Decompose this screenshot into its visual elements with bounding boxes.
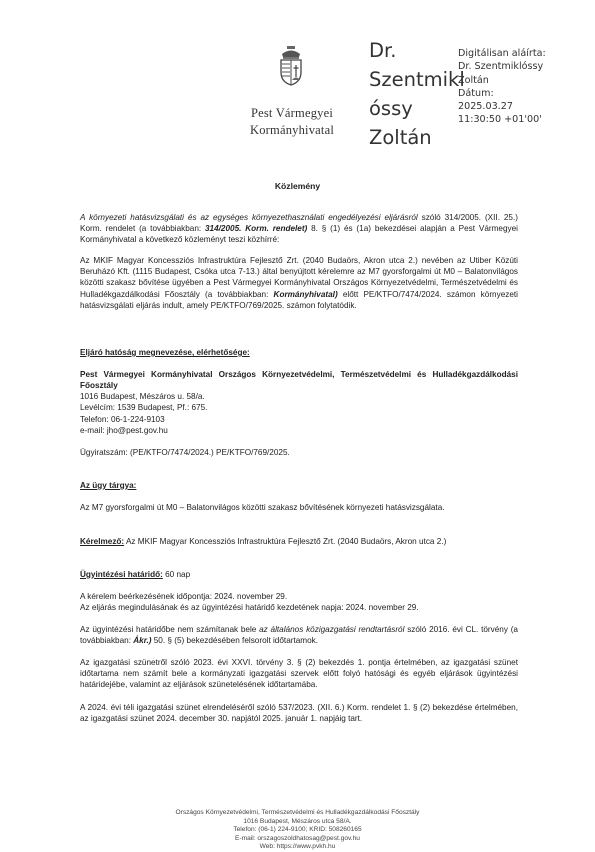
footer-line: Web: https://www.pvkh.hu	[259, 843, 336, 851]
excluded-text: 50. § (5) bekezdésében felsorolt időtartamok.	[151, 636, 319, 646]
signature-name-line: Dr.	[369, 39, 397, 62]
signature-name-line: Szentmikl	[369, 68, 465, 91]
applicant-line	[80, 536, 446, 547]
procedure-paragraph	[80, 255, 518, 311]
winter-break-paragraph: A 2024. évi téli igazgatási szünet elrendeléséről szóló 537/2023. (XII. 6.) Korm. rendelet 1. § (2) bekezdése értelmében, az igazgatási szünet 2024. december 30. napjától 2025. január 1. napjáig tart.	[80, 703, 518, 724]
intro-paragraph	[80, 212, 518, 246]
excluded-law-title: az általános közigazgatási rendtartásról	[259, 625, 405, 634]
excluded-text: Az ügyintézési határidőbe nem számítanak bele	[80, 625, 260, 634]
signature-name	[369, 36, 465, 152]
admin-break-paragraph: Az igazgatási szünetről szóló 2023. évi XXVI. törvény 3. § (2) bekezdés 1. pontja értelmében, az igazgatási szünet időtartama nem számít bele a kormányzati igazgatási szervek előtt folyó hatósági és egyéb eljárások ügyintézési határidejébe, valamint az eljárások szünetelésének időtartamába.	[80, 658, 518, 690]
deadline-line	[80, 569, 190, 580]
signature-meta-line: Dr. Szentmiklóssy	[458, 61, 544, 73]
procedure-text: előtt PE/KTFO/7474/2024. számon környezeti hatásvizsgálati eljárás indult, amely PE/KTFO/769/2025. számon folytatódik.	[80, 289, 518, 310]
procedure-abbrev: Kormányhivatal)	[273, 289, 338, 299]
footer-line: E-mail: orszagoszoldhatosag@pest.gov.hu	[235, 834, 360, 842]
case-number: Ügyiratszám: (PE/KTFO/7474/2024.) PE/KTFO/769/2025.	[80, 448, 290, 457]
authority-heading: Eljáró hatóság megnevezése, elérhetősége:	[80, 348, 250, 357]
document-title: Közlemény	[274, 181, 321, 191]
excluded-text: szóló 2016. évi CL. törvény (a továbbiakban:	[80, 625, 518, 646]
footer-line: 1016 Budapest, Mészáros utca 58/A.	[243, 817, 352, 825]
signature-meta-line: Dátum:	[458, 87, 494, 99]
deadline-value: 60 nap	[162, 570, 191, 579]
excluded-periods	[80, 624, 518, 646]
organization-name	[232, 105, 352, 139]
signature-name-line: óssy	[369, 97, 413, 120]
subject-text: Az M7 gyorsforgalmi út M0 – Balatonvilágos közötti szakasz bővítésének környezeti hatásvizsgálata.	[80, 503, 445, 512]
footer-line: Telefon: (06-1) 224-9100; KRID: 508260165	[233, 826, 362, 834]
signature-meta-line: Digitálisan aláírta:	[458, 48, 546, 59]
signature-name-line: Zoltán	[369, 126, 432, 149]
footer-line: Országos Környezetvédelmi, Természetvédelmi és Hulladékgazdálkodási Főosztály	[175, 809, 420, 816]
signature-metadata	[458, 47, 588, 127]
intro-abbrev: 314/2005. Korm. rendelet)	[204, 224, 308, 234]
intro-law-title: A környezeti hatásvizsgálati és az egységes környezethasználati engedélyezési eljárásról	[80, 213, 418, 222]
page-footer	[100, 809, 495, 852]
authority-address: 1016 Budapest, Mészáros u. 58/a.	[80, 392, 205, 401]
authority-email: e-mail: jho@pest.gov.hu	[80, 426, 168, 435]
org-line-2: Kormányhivatal	[249, 123, 335, 137]
subject-heading: Az ügy tárgya:	[80, 481, 137, 490]
procedure-text: Az MKIF Magyar Koncessziós Infrastruktúra Fejlesztő Zrt. (2040 Budaörs, Akron utca 2.) nevében az Utiber Közúti Beruházó Kft. (1115 Budapest, Csóka utca 7-13.) által benyújtott kérelemre az M7 gyorsforgalmi út M0 – Balatonvilágos közötti szakasz bővítése ügyében a Pest Vármegyei Kormányhivatal Országos Környezetvédelmi, Természetvédelmi és Hulladékgazdálkodási Főosztály (a továbbiakban:	[80, 256, 518, 299]
signature-meta-line: 11:30:50 +01'00'	[458, 114, 542, 126]
applicant-heading: Kérelmező:	[80, 537, 125, 546]
received-date: A kérelem beérkezésének időpontja: 2024. november 29.	[80, 592, 288, 601]
authority-postal: Levélcím: 1539 Budapest, Pf.: 675.	[80, 403, 208, 412]
authority-phone: Telefon: 06-1-224-9103	[80, 415, 165, 424]
excluded-abbrev: Ákr.)	[133, 636, 152, 646]
hungarian-coat-of-arms-icon	[277, 44, 305, 86]
applicant-text: Az MKIF Magyar Koncessziós Infrastruktúra Fejlesztő Zrt. (2040 Budaörs, Akron utca 2.)	[124, 537, 447, 546]
signature-meta-line: Zoltán	[458, 74, 489, 86]
intro-text: szóló 314/2005. (XII. 25.) Korm. rendelet (a továbbiakban:	[80, 213, 518, 234]
org-line-1: Pest Vármegyei	[250, 106, 334, 120]
intro-text: 8. § (1) és (1a) bekezdései alapján a Pest Vármegyei Kormányhivatal a következő közleményt teszi közhírré:	[80, 224, 518, 245]
start-date: Az eljárás megindulásának és az ügyintézési határidő kezdetének napja: 2024. november 29.	[80, 603, 419, 612]
authority-name: Pest Vármegyei Kormányhivatal Országos Környezetvédelmi, Természetvédelmi és Hulladékgazdálkodási Főosztály	[80, 370, 518, 391]
signature-meta-line: 2025.03.27	[458, 101, 513, 113]
deadline-heading: Ügyintézési határidő:	[80, 570, 163, 579]
